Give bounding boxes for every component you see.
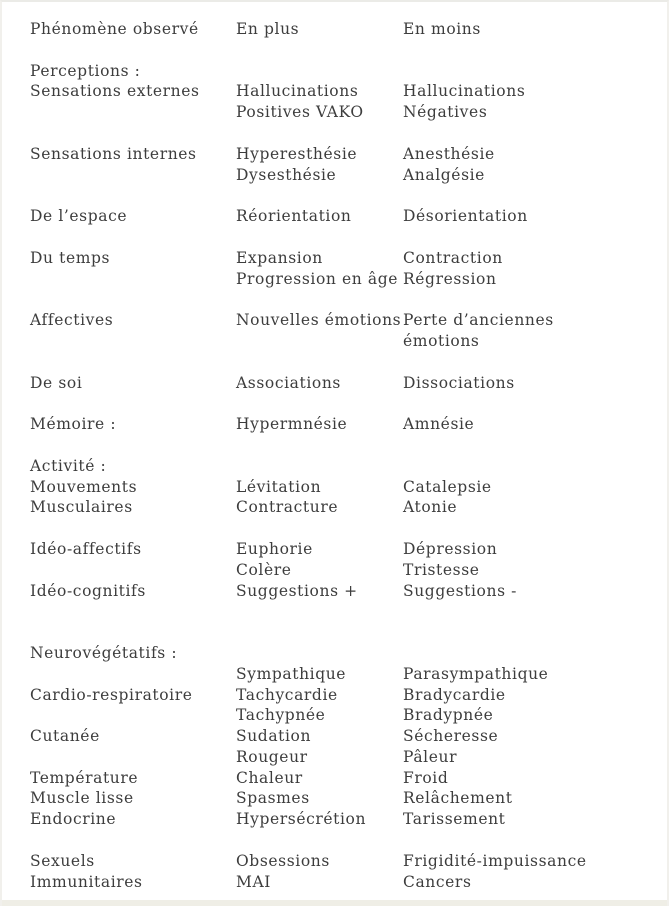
cell-phenomene: Idéo-cognitifs [30, 581, 146, 600]
cell-en-moins: Parasympathique [403, 664, 549, 683]
cell-en-plus: Rougeur [236, 747, 308, 766]
cell-en-moins: Pâleur [403, 747, 458, 766]
blank-line [30, 435, 667, 456]
table-row [30, 560, 667, 581]
cell-en-moins: Dépression [403, 539, 498, 558]
cell-en-moins: Contraction [403, 248, 503, 267]
cell-phenomene [30, 165, 236, 186]
blank-line [30, 123, 667, 144]
column-header-en-moins: En moins [403, 20, 481, 38]
table-row [30, 206, 667, 227]
cell-en-moins: Cancers [403, 872, 472, 891]
blank-line [30, 352, 667, 373]
cell-en-plus: Tachycardie [236, 685, 338, 704]
blank-line [30, 518, 667, 539]
cell-en-plus: Associations [236, 373, 341, 392]
cell-phenomene [30, 705, 236, 726]
blank-line [30, 227, 667, 248]
table-header-row [30, 19, 667, 40]
page-bottom-edge [2, 900, 667, 906]
cell-phenomene [30, 102, 236, 123]
cell-phenomene: Immunitaires [30, 872, 143, 891]
table-row [30, 456, 667, 477]
cell-phenomene: Mouvements [30, 477, 138, 496]
table-row [30, 373, 667, 394]
table-row [30, 248, 667, 269]
cell-phenomene: De soi [30, 373, 83, 392]
blank-line [30, 40, 667, 61]
cell-en-moins: Amnésie [403, 415, 475, 434]
cell-en-plus: Réorientation [236, 207, 352, 226]
column-header-en-plus: En plus [236, 20, 300, 38]
blank-line [30, 601, 667, 622]
cell-phenomene: Idéo-affectifs [30, 539, 142, 558]
table-row [30, 809, 667, 830]
cell-en-moins: Analgésie [403, 165, 485, 184]
cell-phenomene: Activité : [30, 456, 107, 475]
cell-en-plus: Colère [236, 560, 292, 579]
table-row [30, 685, 667, 706]
cell-phenomene: Endocrine [30, 810, 117, 829]
table-row [30, 539, 667, 560]
cell-en-plus: Hyperesthésie [236, 144, 358, 163]
cell-en-plus: Hallucinations [236, 82, 359, 101]
cell-en-plus: MAI [236, 872, 271, 891]
cell-en-plus: Sympathique [236, 664, 347, 683]
phenomena-table [2, 2, 667, 892]
cell-en-moins: Bradypnée [403, 706, 494, 725]
cell-en-plus: Obsessions [236, 851, 330, 870]
cell-en-moins: Négatives [403, 103, 488, 122]
table-body [30, 40, 667, 893]
cell-phenomene [30, 747, 236, 768]
table-row [30, 497, 667, 518]
table-row [30, 165, 667, 186]
cell-en-moins: Catalepsie [403, 477, 492, 496]
cell-phenomene: Du temps [30, 248, 111, 267]
table-row [30, 102, 667, 123]
cell-en-moins: Désorientation [403, 207, 528, 226]
cell-phenomene: Muscle lisse [30, 789, 134, 808]
cell-en-moins: Froid [403, 768, 449, 787]
cell-phenomene: Sexuels [30, 851, 95, 870]
cell-en-plus [236, 456, 403, 477]
cell-en-moins: Frigidité-impuissance [403, 851, 587, 870]
cell-en-plus: Euphorie [236, 539, 313, 558]
cell-en-plus [236, 331, 403, 352]
blank-line [30, 622, 667, 643]
cell-phenomene: Musculaires [30, 498, 133, 517]
cell-phenomene [30, 560, 236, 581]
cell-en-moins: Atonie [403, 498, 458, 517]
cell-en-plus: Tachypnée [236, 706, 326, 725]
table-row [30, 851, 667, 872]
cell-en-plus: Nouvelles émotions [236, 311, 402, 330]
table-row [30, 81, 667, 102]
table-row [30, 664, 667, 685]
cell-phenomene: Neurovégétatifs : [30, 643, 178, 662]
cell-en-plus [236, 61, 403, 82]
table-row [30, 269, 667, 290]
cell-en-plus: Contracture [236, 498, 339, 517]
cell-en-moins: Perte d’anciennes [403, 311, 554, 330]
cell-phenomene: Cardio-respiratoire [30, 685, 193, 704]
table-row [30, 414, 667, 435]
cell-en-moins: Hallucinations [403, 82, 526, 101]
cell-en-plus: Hypermnésie [236, 415, 348, 434]
table-row [30, 705, 667, 726]
cell-en-moins: Bradycardie [403, 685, 506, 704]
cell-phenomene: Perceptions : [30, 61, 141, 80]
cell-en-moins: Anesthésie [403, 144, 495, 163]
cell-en-moins [403, 61, 667, 82]
cell-phenomene: Température [30, 768, 139, 787]
blank-line [30, 393, 667, 414]
cell-en-plus: Sudation [236, 727, 312, 746]
cell-phenomene [30, 331, 236, 352]
blank-line [30, 289, 667, 310]
table-row [30, 477, 667, 498]
cell-en-plus: Hypersécrétion [236, 810, 367, 829]
cell-phenomene: Sensations externes [30, 82, 200, 101]
cell-en-plus: Progression en âge [236, 269, 399, 288]
cell-en-plus: Chaleur [236, 768, 303, 787]
table-row [30, 581, 667, 602]
cell-en-plus [236, 643, 403, 664]
cell-phenomene: Cutanée [30, 727, 100, 746]
table-row [30, 144, 667, 165]
cell-en-plus: Dysesthésie [236, 165, 337, 184]
cell-phenomene [30, 664, 236, 685]
cell-en-plus: Lévitation [236, 477, 322, 496]
cell-phenomene: Mémoire : [30, 415, 117, 434]
cell-phenomene: Affectives [30, 311, 114, 330]
cell-en-plus: Positives VAKO [236, 103, 364, 122]
cell-en-moins [403, 643, 667, 664]
blank-line [30, 185, 667, 206]
table-row [30, 61, 667, 82]
table-row [30, 331, 667, 352]
cell-en-moins: émotions [403, 331, 480, 350]
table-row [30, 310, 667, 331]
cell-en-moins: Dissociations [403, 373, 515, 392]
table-row [30, 726, 667, 747]
table-row [30, 768, 667, 789]
cell-en-moins: Suggestions - [403, 581, 517, 600]
cell-en-moins: Régression [403, 269, 497, 288]
cell-en-moins: Tristesse [403, 560, 480, 579]
cell-en-moins [403, 456, 667, 477]
table-row [30, 643, 667, 664]
cell-en-moins: Tarissement [403, 810, 506, 829]
cell-en-plus: Suggestions + [236, 581, 358, 600]
table-row [30, 788, 667, 809]
cell-en-plus: Spasmes [236, 789, 310, 808]
blank-line [30, 830, 667, 851]
table-row [30, 747, 667, 768]
cell-phenomene: Sensations internes [30, 144, 197, 163]
table-row [30, 872, 667, 893]
cell-en-plus: Expansion [236, 248, 323, 267]
cell-phenomene: De l’espace [30, 207, 128, 226]
cell-phenomene [30, 269, 236, 290]
cell-en-moins: Sécheresse [403, 727, 499, 746]
column-header-phenomene: Phénomène observé [30, 20, 199, 38]
cell-en-moins: Relâchement [403, 789, 513, 808]
